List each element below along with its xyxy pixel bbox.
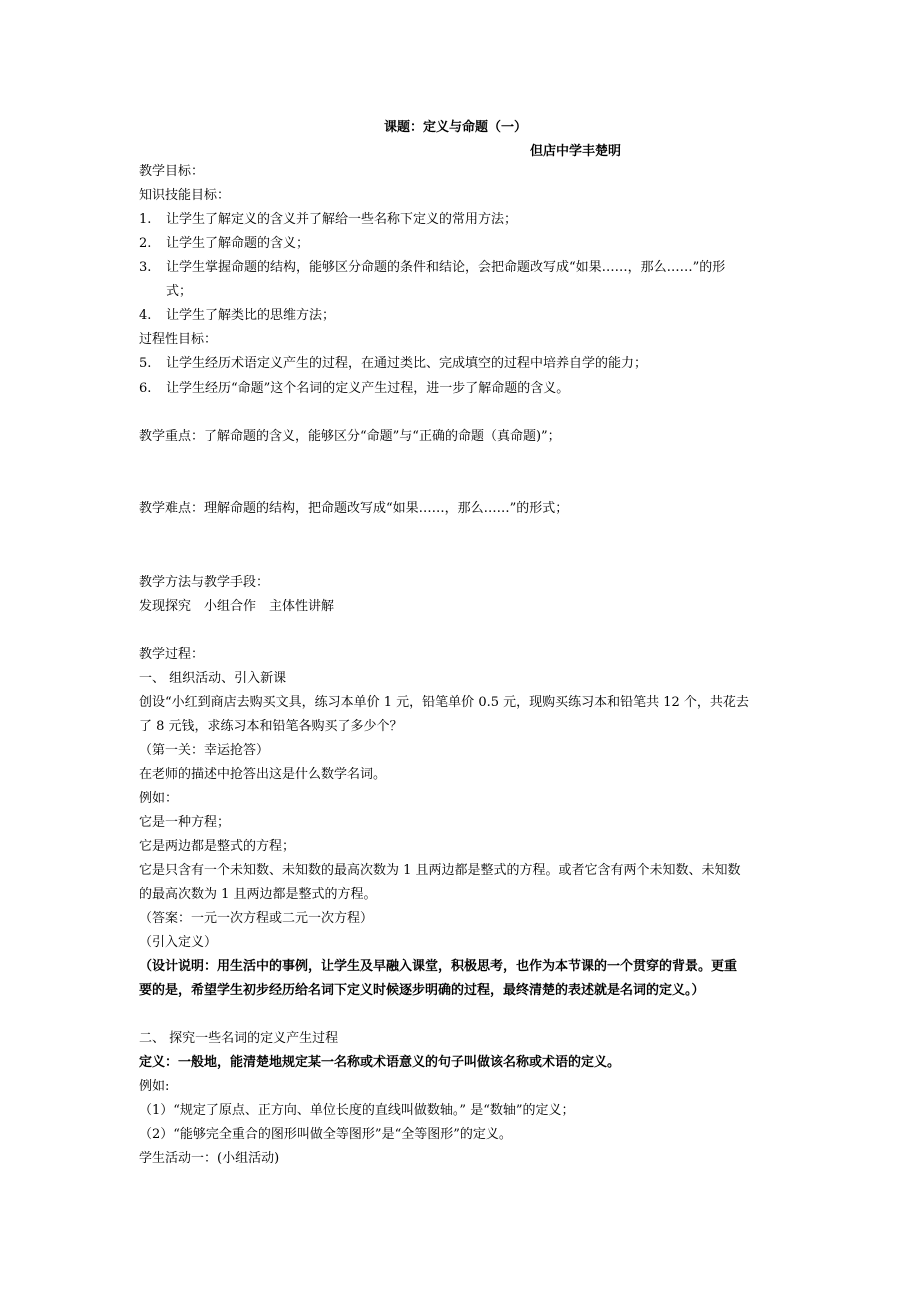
paragraph-line: （第一关：幸运抢答）	[139, 743, 270, 758]
list-number: 6.	[139, 381, 152, 396]
paragraph-line: 例如:	[139, 1079, 170, 1094]
design-note: 要的是，希望学生初步经历给名词下定义时候逐步明确的过程，最终清楚的表述就是名词的定义。）	[139, 983, 705, 998]
list-number: 5.	[139, 356, 152, 371]
process-goals-heading: 过程性目标：	[139, 332, 218, 347]
method-text: 发现探究 小组合作 主体性讲解	[139, 599, 335, 614]
paragraph-line: 了 8 元钱，求练习本和铅笔各购买了多少个？	[139, 719, 403, 734]
paragraph-line: 在老师的描述中抢答出这是什么数学名词。	[139, 767, 387, 782]
paragraph-line: 创设“小红到商店去购买文具，练习本单价 1 元，铅笔单价 0.5 元，现购买练习本和铅笔共 12 个，共花去	[139, 695, 749, 710]
list-item	[139, 235, 309, 253]
list-item	[139, 355, 647, 373]
difficult-point: 教学难点：理解命题的结构，把命题改写成“如果……，那么……”的形式；	[139, 501, 569, 516]
section-two-heading: 二、 探究一些名词的定义产生过程	[139, 1031, 339, 1046]
paragraph-line: （引入定义）	[139, 935, 218, 950]
knowledge-goals-heading: 知识技能目标：	[139, 188, 231, 203]
list-item	[139, 259, 725, 277]
list-text: 让学生经历术语定义产生的过程，在通过类比、完成填空的过程中培养自学的能力；	[166, 356, 648, 371]
method-heading: 教学方法与教学手段：	[139, 575, 270, 590]
list-item	[139, 380, 569, 398]
paragraph-line: 的最高次数为 1 且两边都是整式的方程。	[139, 887, 377, 902]
list-number: 1.	[139, 212, 152, 227]
design-note: （设计说明：用生活中的事例，让学生及早融入课堂，积极思考，也作为本节课的一个贯穿的背景。更重	[139, 959, 738, 974]
definition-statement: 定义：一般地，能清楚地规定某一名称或术语意义的句子叫做该名称或术语的定义。	[139, 1055, 621, 1070]
list-number: 4.	[139, 308, 152, 323]
paragraph-line: 它是一种方程；	[139, 815, 231, 830]
paragraph-line: 它是只含有一个未知数、未知数的最高次数为 1 且两边都是整式的方程。或者它含有两个未知数、未知数	[139, 863, 741, 878]
paragraph-line: 学生活动一：(小组活动)	[139, 1151, 280, 1166]
list-text: 让学生了解类比的思维方法；	[166, 308, 336, 323]
paragraph-line: 例如：	[139, 791, 179, 806]
process-heading: 教学过程：	[139, 647, 205, 662]
list-number: 2.	[139, 236, 152, 251]
list-item	[139, 307, 335, 325]
list-text: 让学生了解命题的含义；	[166, 236, 310, 251]
key-point: 教学重点：了解命题的含义，能够区分“命题”与“正确的命题（真命题)”；	[139, 429, 561, 444]
list-text: 让学生掌握命题的结构，能够区分命题的条件和结论，会把命题改写成“如果……，那么……”的形	[166, 260, 726, 275]
list-text: 让学生了解定义的含义并了解给一些名称下定义的常用方法；	[166, 212, 518, 227]
page-title: 课题：定义与命题（一）	[384, 120, 528, 135]
list-text: 让学生经历“命题”这个名词的定义产生过程，进一步了解命题的含义。	[166, 381, 570, 396]
list-text-continued: 式；	[166, 284, 193, 299]
objectives-heading: 教学目标：	[139, 164, 205, 179]
paragraph-line: 它是两边都是整式的方程；	[139, 839, 296, 854]
paragraph-line: （答案：一元一次方程或二元一次方程）	[139, 911, 374, 926]
author: 但店中学丰楚明	[530, 144, 622, 159]
paragraph-line: （2）“能够完全重合的图形叫做全等图形”是“全等图形”的定义。	[139, 1127, 512, 1142]
section-one-heading: 一、 组织活动、引入新课	[139, 671, 287, 686]
list-number: 3.	[139, 260, 152, 275]
list-item	[139, 211, 517, 229]
paragraph-line: （1）“规定了原点、正方向、单位长度的直线叫做数轴。” 是“数轴”的定义；	[139, 1103, 575, 1118]
